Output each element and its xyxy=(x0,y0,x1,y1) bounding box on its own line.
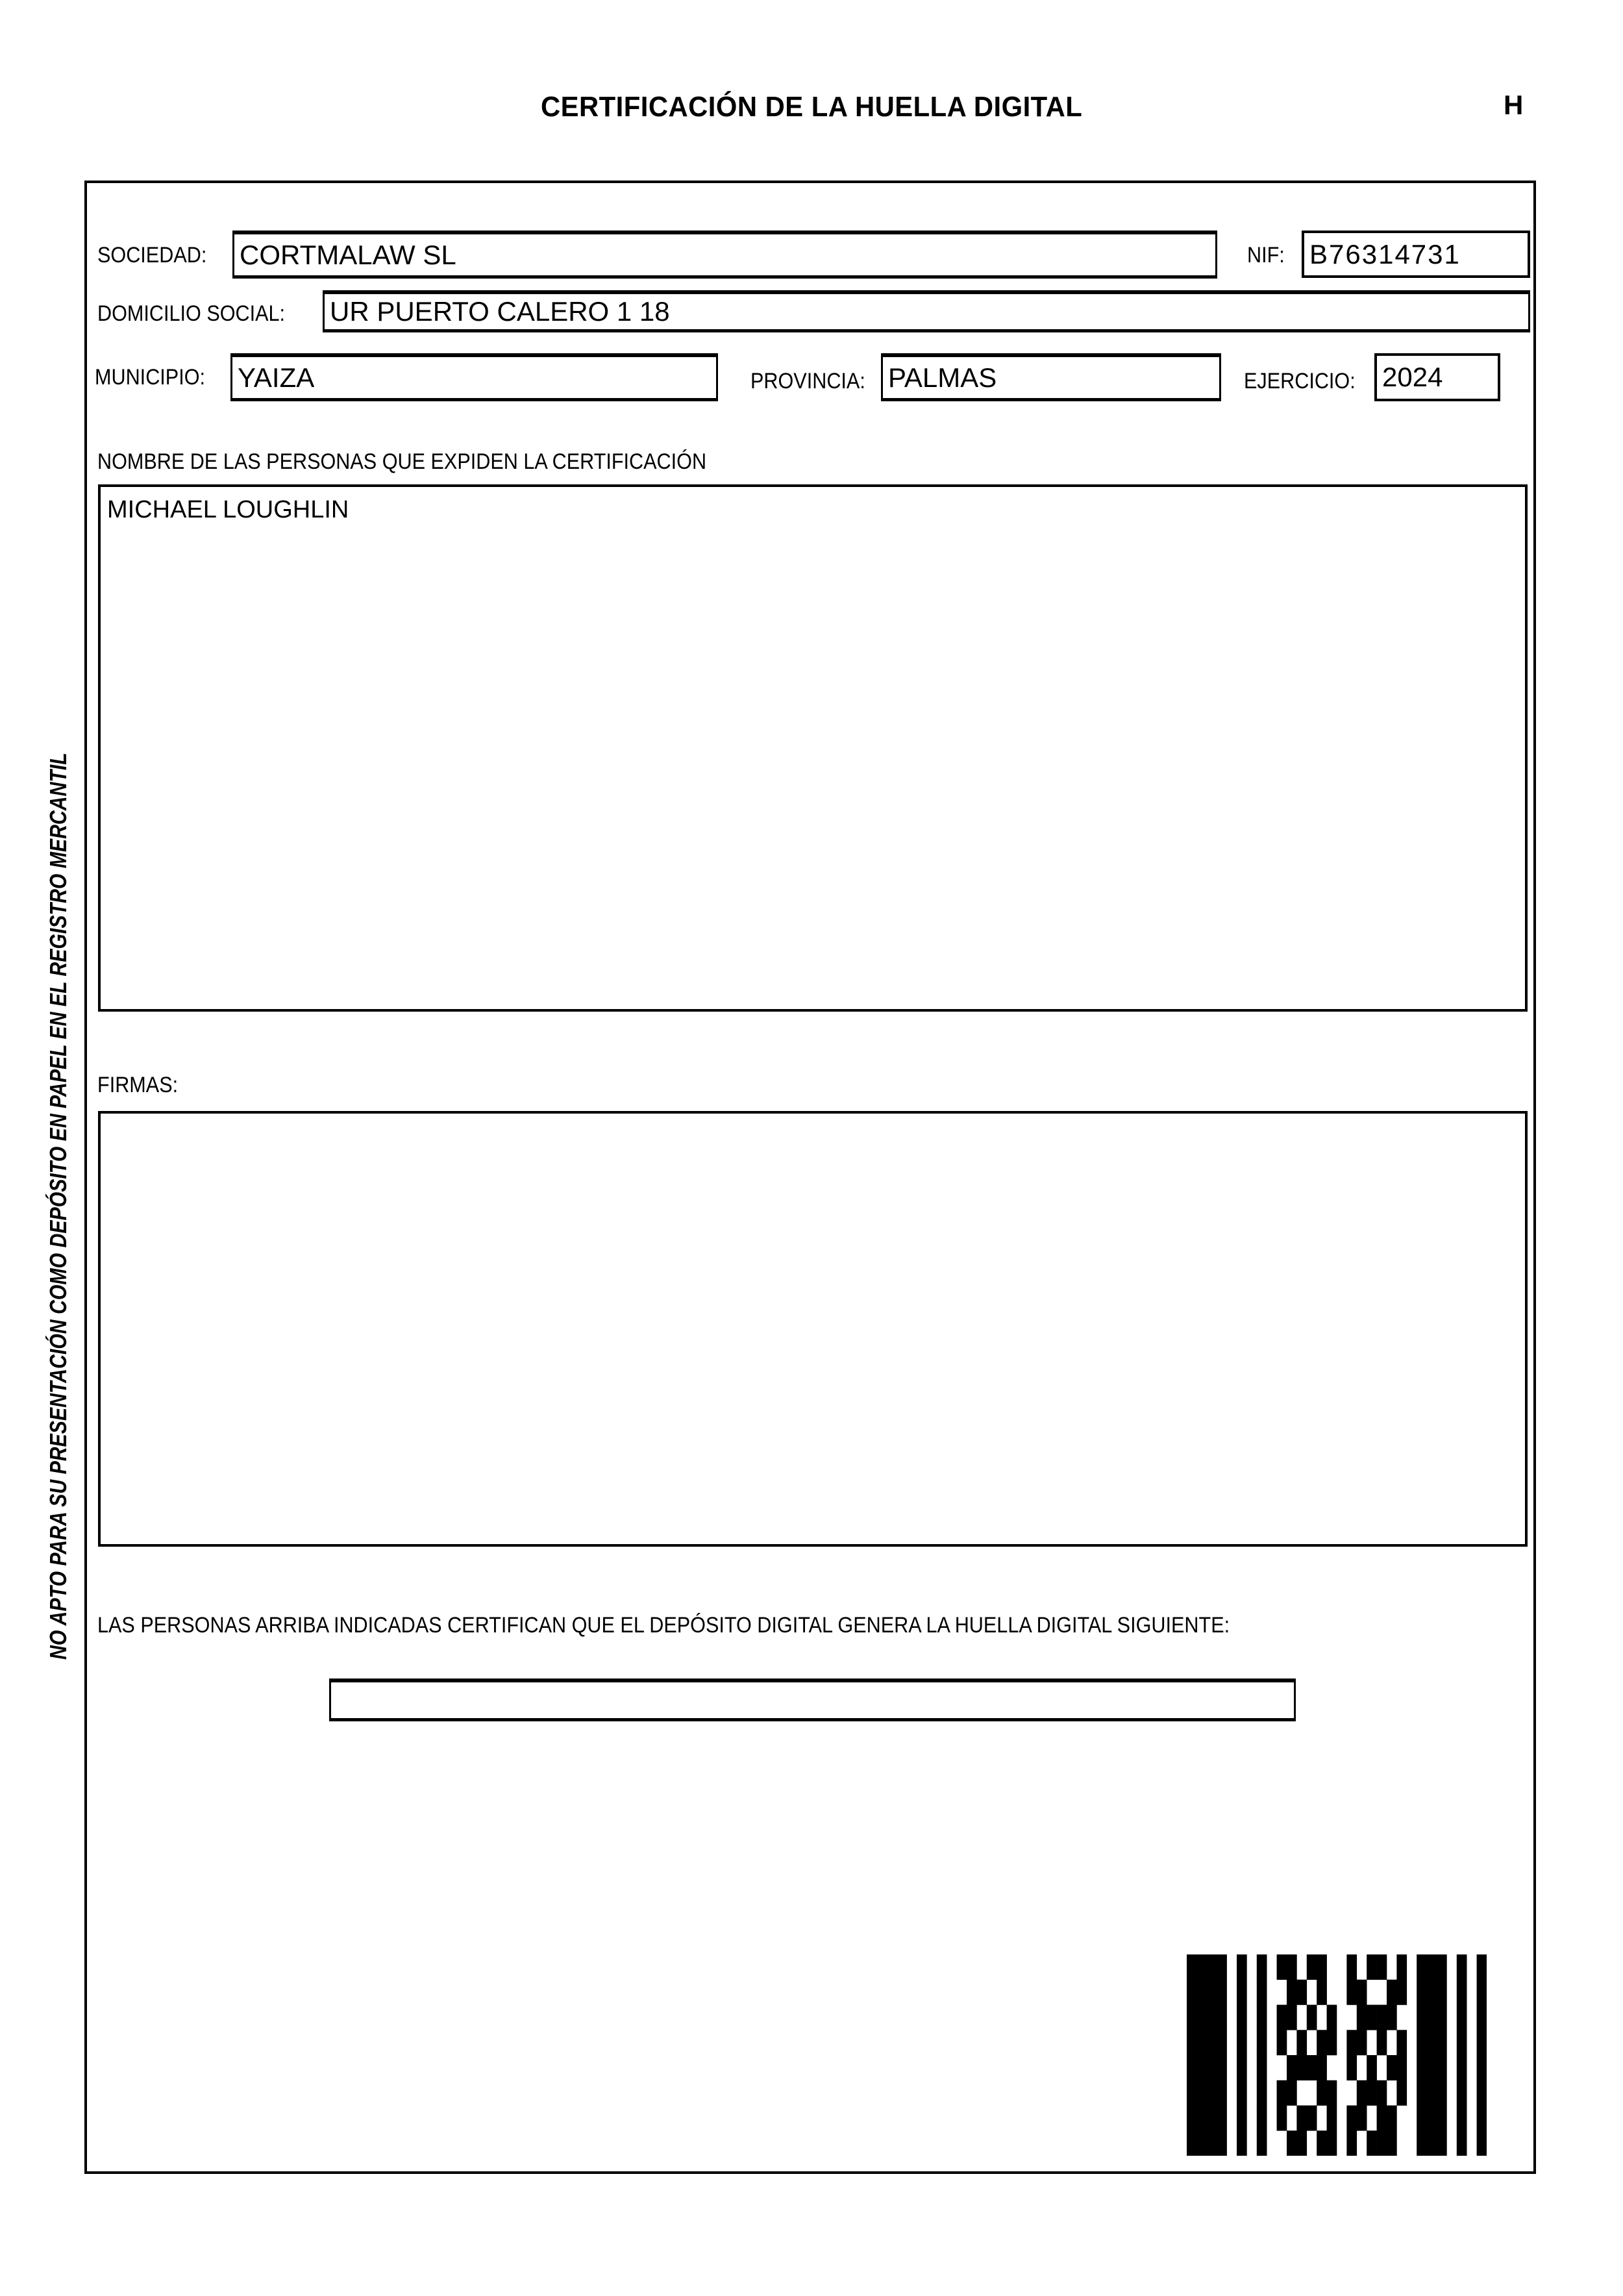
expiden-value: MICHAEL LOUGHLIN xyxy=(107,496,349,523)
provincia-label: PROVINCIA: xyxy=(750,369,865,393)
nif-field xyxy=(1302,231,1530,278)
expiden-label: NOMBRE DE LAS PERSONAS QUE EXPIDEN LA CERTIFICACIÓN xyxy=(97,449,707,474)
provincia-value: PALMAS xyxy=(888,362,997,393)
sociedad-label: SOCIEDAD: xyxy=(97,243,207,268)
sociedad-value: CORTMALAW SL xyxy=(240,239,456,270)
page-title-text: CERTIFICACIÓN DE LA HUELLA DIGITAL xyxy=(540,91,1083,123)
nif-value: B76314731 xyxy=(1309,238,1461,269)
certifican-text: LAS PERSONAS ARRIBA INDICADAS CERTIFICAN QUE EL DEPÓSITO DIGITAL GENERA LA HUELLA DIGITAL SIGUIENTE: xyxy=(97,1613,1230,1638)
ejercicio-field xyxy=(1374,353,1500,401)
firmas-label: FIRMAS: xyxy=(97,1073,179,1097)
huella-field xyxy=(329,1678,1296,1721)
nif-label: NIF: xyxy=(1247,243,1285,268)
provincia-field xyxy=(881,353,1221,401)
expiden-field xyxy=(98,484,1528,1012)
ejercicio-label: EJERCICIO: xyxy=(1244,369,1356,393)
page-letter: H xyxy=(1504,90,1524,120)
page-title xyxy=(0,91,1623,123)
municipio-label: MUNICIPIO: xyxy=(95,365,206,390)
firmas-field xyxy=(98,1111,1528,1547)
domicilio-label: DOMICILIO SOCIAL: xyxy=(97,301,286,326)
domicilio-value: UR PUERTO CALERO 1 18 xyxy=(330,296,670,327)
municipio-value: YAIZA xyxy=(238,362,315,393)
side-note-text: NO APTO PARA SU PRESENTACIÓN COMO DEPÓSITO EN PAPEL EN EL REGISTRO MERCANTIL xyxy=(45,753,71,1660)
pdf417-barcode xyxy=(1187,1954,1487,2156)
sociedad-field xyxy=(232,231,1217,279)
ejercicio-value: 2024 xyxy=(1382,362,1443,392)
municipio-field xyxy=(230,353,718,401)
side-note xyxy=(45,580,71,1660)
domicilio-field xyxy=(323,290,1530,332)
